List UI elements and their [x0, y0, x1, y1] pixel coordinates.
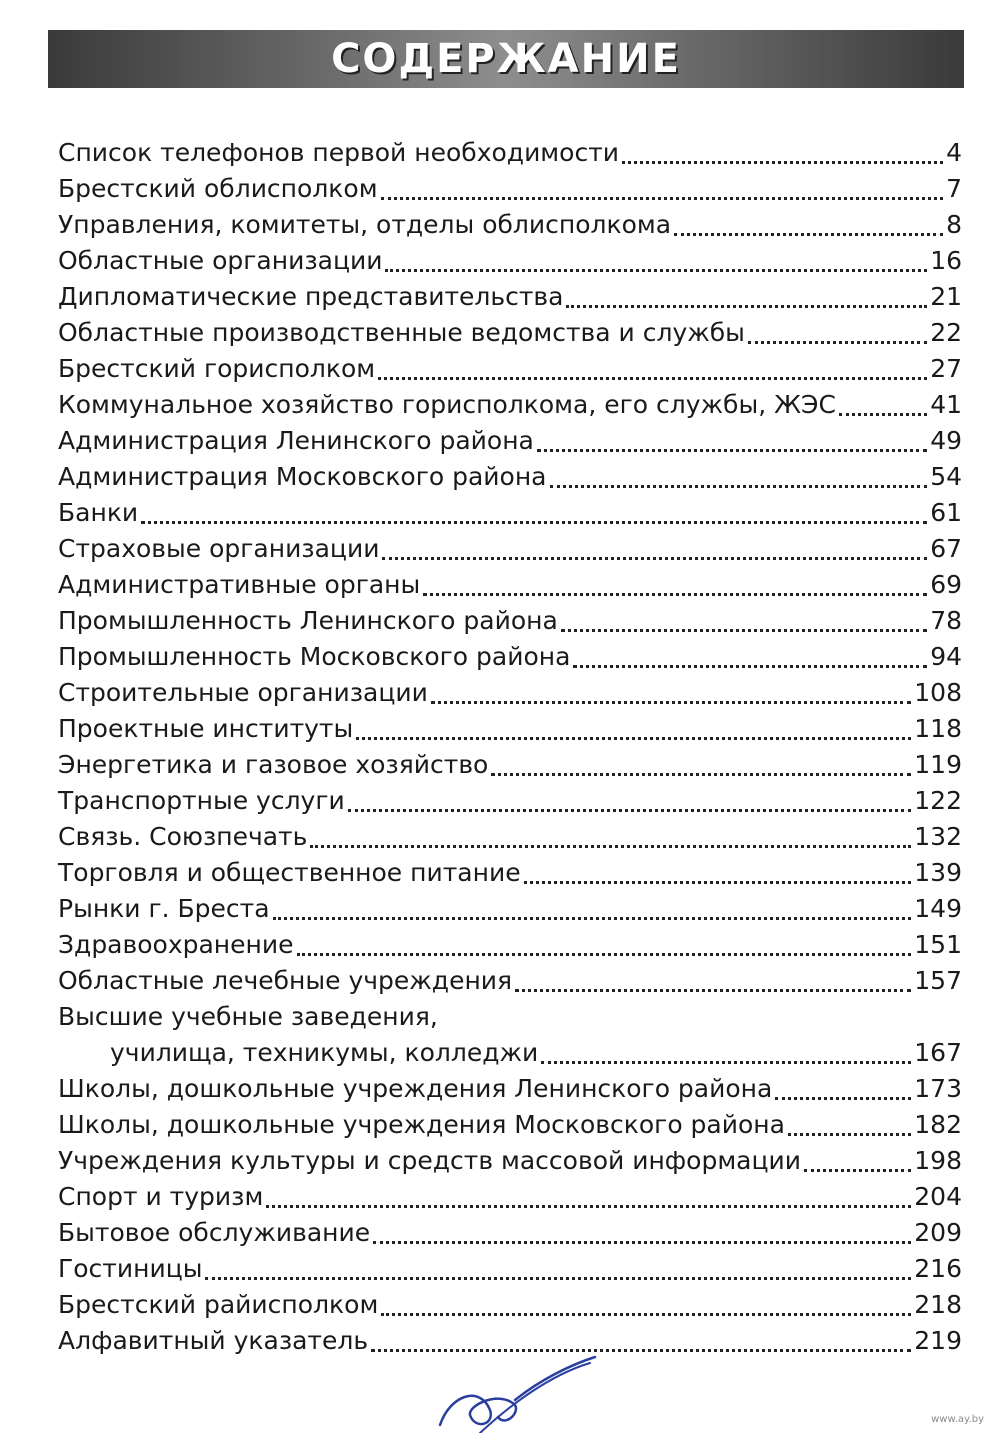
toc-entry-title: Транспортные услуги [58, 786, 345, 815]
toc-entry-title: Рынки г. Бреста [58, 894, 270, 923]
dot-leader [141, 517, 927, 524]
dot-leader [373, 1237, 911, 1244]
dot-leader [839, 409, 927, 416]
toc-entry-title: Областные производственные ведомства и службы [58, 318, 745, 347]
toc-entry-title: Областные лечебные учреждения [58, 966, 513, 995]
table-of-contents [58, 135, 962, 1359]
toc-entry-title: Строительные организации [58, 678, 428, 707]
toc-entry-title: Брестский горисполком [58, 354, 376, 383]
toc-entry-heading [58, 999, 962, 1035]
toc-entry [58, 1071, 962, 1107]
dot-leader [775, 1093, 911, 1100]
toc-page-number: 94 [930, 642, 962, 671]
dot-leader [378, 373, 927, 380]
toc-entry [58, 711, 962, 747]
toc-entry-title: Школы, дошкольные учреждения Ленинского района [58, 1074, 773, 1103]
toc-entry-title: Брестский облисполком [58, 174, 378, 203]
toc-entry [58, 1143, 962, 1179]
toc-page-number: 16 [930, 246, 962, 275]
toc-entry-title: Областные организации [58, 246, 383, 275]
dot-leader [566, 301, 927, 308]
toc-entry [58, 135, 962, 171]
toc-entry [58, 423, 962, 459]
toc-page-number: 218 [914, 1290, 962, 1319]
toc-entry [58, 1107, 962, 1143]
toc-page-number: 61 [930, 498, 962, 527]
toc-page-number: 209 [914, 1218, 962, 1247]
toc-page-number: 167 [914, 1038, 962, 1067]
toc-page-number: 27 [930, 354, 962, 383]
toc-entry-title: Бытовое обслуживание [58, 1218, 371, 1247]
toc-entry-title: Промышленность Ленинского района [58, 606, 558, 635]
dot-leader [356, 733, 911, 740]
toc-entry-title: Проектные институты [58, 714, 354, 743]
toc-entry-title: Дипломатические представительства [58, 282, 564, 311]
toc-entry [58, 315, 962, 351]
toc-entry [58, 207, 962, 243]
toc-page-number: 7 [946, 174, 962, 203]
toc-entry-title: Промышленность Московского района [58, 642, 571, 671]
toc-page-number: 21 [930, 282, 962, 311]
toc-page-number: 41 [930, 390, 962, 419]
dot-leader [561, 625, 927, 632]
dot-leader [550, 481, 928, 488]
toc-entry-title: Администрация Московского района [58, 462, 547, 491]
toc-page-number: 118 [914, 714, 962, 743]
toc-page-number: 132 [914, 822, 962, 851]
dot-leader [804, 1165, 911, 1172]
page-title: СОДЕРЖАНИЕ [331, 36, 681, 82]
toc-page-number: 122 [914, 786, 962, 815]
toc-entry-title: Энергетика и газовое хозяйство [58, 750, 489, 779]
toc-entry [58, 891, 962, 927]
dot-leader [381, 1309, 911, 1316]
dot-leader [205, 1273, 911, 1280]
toc-entry [58, 495, 962, 531]
dot-leader [348, 805, 912, 812]
toc-entry-title: Банки [58, 498, 139, 527]
dot-leader [491, 769, 911, 776]
dot-leader [788, 1129, 911, 1136]
dot-leader [515, 985, 911, 992]
toc-page-number: 204 [914, 1182, 962, 1211]
toc-page-number: 4 [946, 138, 962, 167]
toc-entry [58, 1251, 962, 1287]
dot-leader [381, 193, 944, 200]
toc-entry-title: Школы, дошкольные учреждения Московского района [58, 1110, 785, 1139]
handwritten-signature [420, 1355, 600, 1433]
toc-entry [58, 351, 962, 387]
toc-entry [58, 171, 962, 207]
toc-entry-title: Управления, комитеты, отделы облисполкома [58, 210, 672, 239]
toc-entry [58, 927, 962, 963]
toc-page-number: 8 [946, 210, 962, 239]
toc-page-number: 119 [914, 750, 962, 779]
toc-page-number: 198 [914, 1146, 962, 1175]
toc-page-number: 49 [930, 426, 962, 455]
toc-entry [58, 963, 962, 999]
toc-entry-title: Связь. Союзпечать [58, 822, 308, 851]
toc-entry [58, 783, 962, 819]
toc-entry-title: Торговля и общественное питание [58, 858, 521, 887]
dot-leader [748, 337, 927, 344]
dot-leader [431, 697, 911, 704]
toc-entry-title: Алфавитный указатель [58, 1326, 369, 1355]
toc-page-number: 216 [914, 1254, 962, 1283]
watermark: www.ay.by [931, 1414, 984, 1425]
toc-entry-title: Гостиницы [58, 1254, 203, 1283]
toc-entry [58, 819, 962, 855]
toc-entry [58, 279, 962, 315]
toc-entry-title: Список телефонов первой необходимости [58, 138, 620, 167]
toc-entry [58, 1287, 962, 1323]
dot-leader [573, 661, 927, 668]
toc-entry [58, 1215, 962, 1251]
dot-leader [385, 265, 927, 272]
toc-entry [58, 531, 962, 567]
dot-leader [541, 1057, 911, 1064]
toc-entry [58, 1179, 962, 1215]
toc-entry-title: Учреждения культуры и средств массовой информации [58, 1146, 802, 1175]
toc-entry-title-continued: училища, техникумы, колледжи [110, 1038, 539, 1067]
toc-page-number: 67 [930, 534, 962, 563]
toc-entry [58, 675, 962, 711]
toc-entry-title: Административные органы [58, 570, 421, 599]
title-banner [48, 30, 964, 88]
toc-entry-title: Администрация Ленинского района [58, 426, 534, 455]
toc-entry [58, 243, 962, 279]
dot-leader [310, 841, 911, 848]
toc-entry [58, 1035, 962, 1071]
dot-leader [382, 553, 927, 560]
dot-leader [423, 589, 927, 596]
toc-page-number: 54 [930, 462, 962, 491]
dot-leader [537, 445, 927, 452]
dot-leader [371, 1345, 911, 1352]
toc-entry [58, 387, 962, 423]
dot-leader [524, 877, 912, 884]
toc-entry [58, 855, 962, 891]
toc-entry [58, 567, 962, 603]
dot-leader [266, 1201, 911, 1208]
toc-entry [58, 747, 962, 783]
toc-entry-title: Страховые организации [58, 534, 380, 563]
toc-page-number: 149 [914, 894, 962, 923]
toc-page-number: 219 [914, 1326, 962, 1355]
toc-page-number: 173 [914, 1074, 962, 1103]
toc-entry [58, 459, 962, 495]
toc-entry [58, 639, 962, 675]
toc-entry-title: Высшие учебные заведения, [58, 1002, 438, 1031]
toc-page-number: 22 [930, 318, 962, 347]
toc-page-number: 151 [914, 930, 962, 959]
toc-page-number: 108 [914, 678, 962, 707]
toc-entry [58, 603, 962, 639]
dot-leader [297, 949, 912, 956]
toc-entry-title: Брестский райисполком [58, 1290, 379, 1319]
dot-leader [674, 229, 943, 236]
toc-entry [58, 1323, 962, 1359]
toc-page-number: 157 [914, 966, 962, 995]
toc-entry-title: Здравоохранение [58, 930, 294, 959]
toc-page-number: 139 [914, 858, 962, 887]
dot-leader [622, 157, 943, 164]
toc-entry-title: Коммунальное хозяйство горисполкома, его службы, ЖЭС [58, 390, 836, 419]
toc-entry-title: Спорт и туризм [58, 1182, 264, 1211]
toc-page-number: 182 [914, 1110, 962, 1139]
toc-page-number: 69 [930, 570, 962, 599]
dot-leader [273, 913, 912, 920]
toc-page-number: 78 [930, 606, 962, 635]
